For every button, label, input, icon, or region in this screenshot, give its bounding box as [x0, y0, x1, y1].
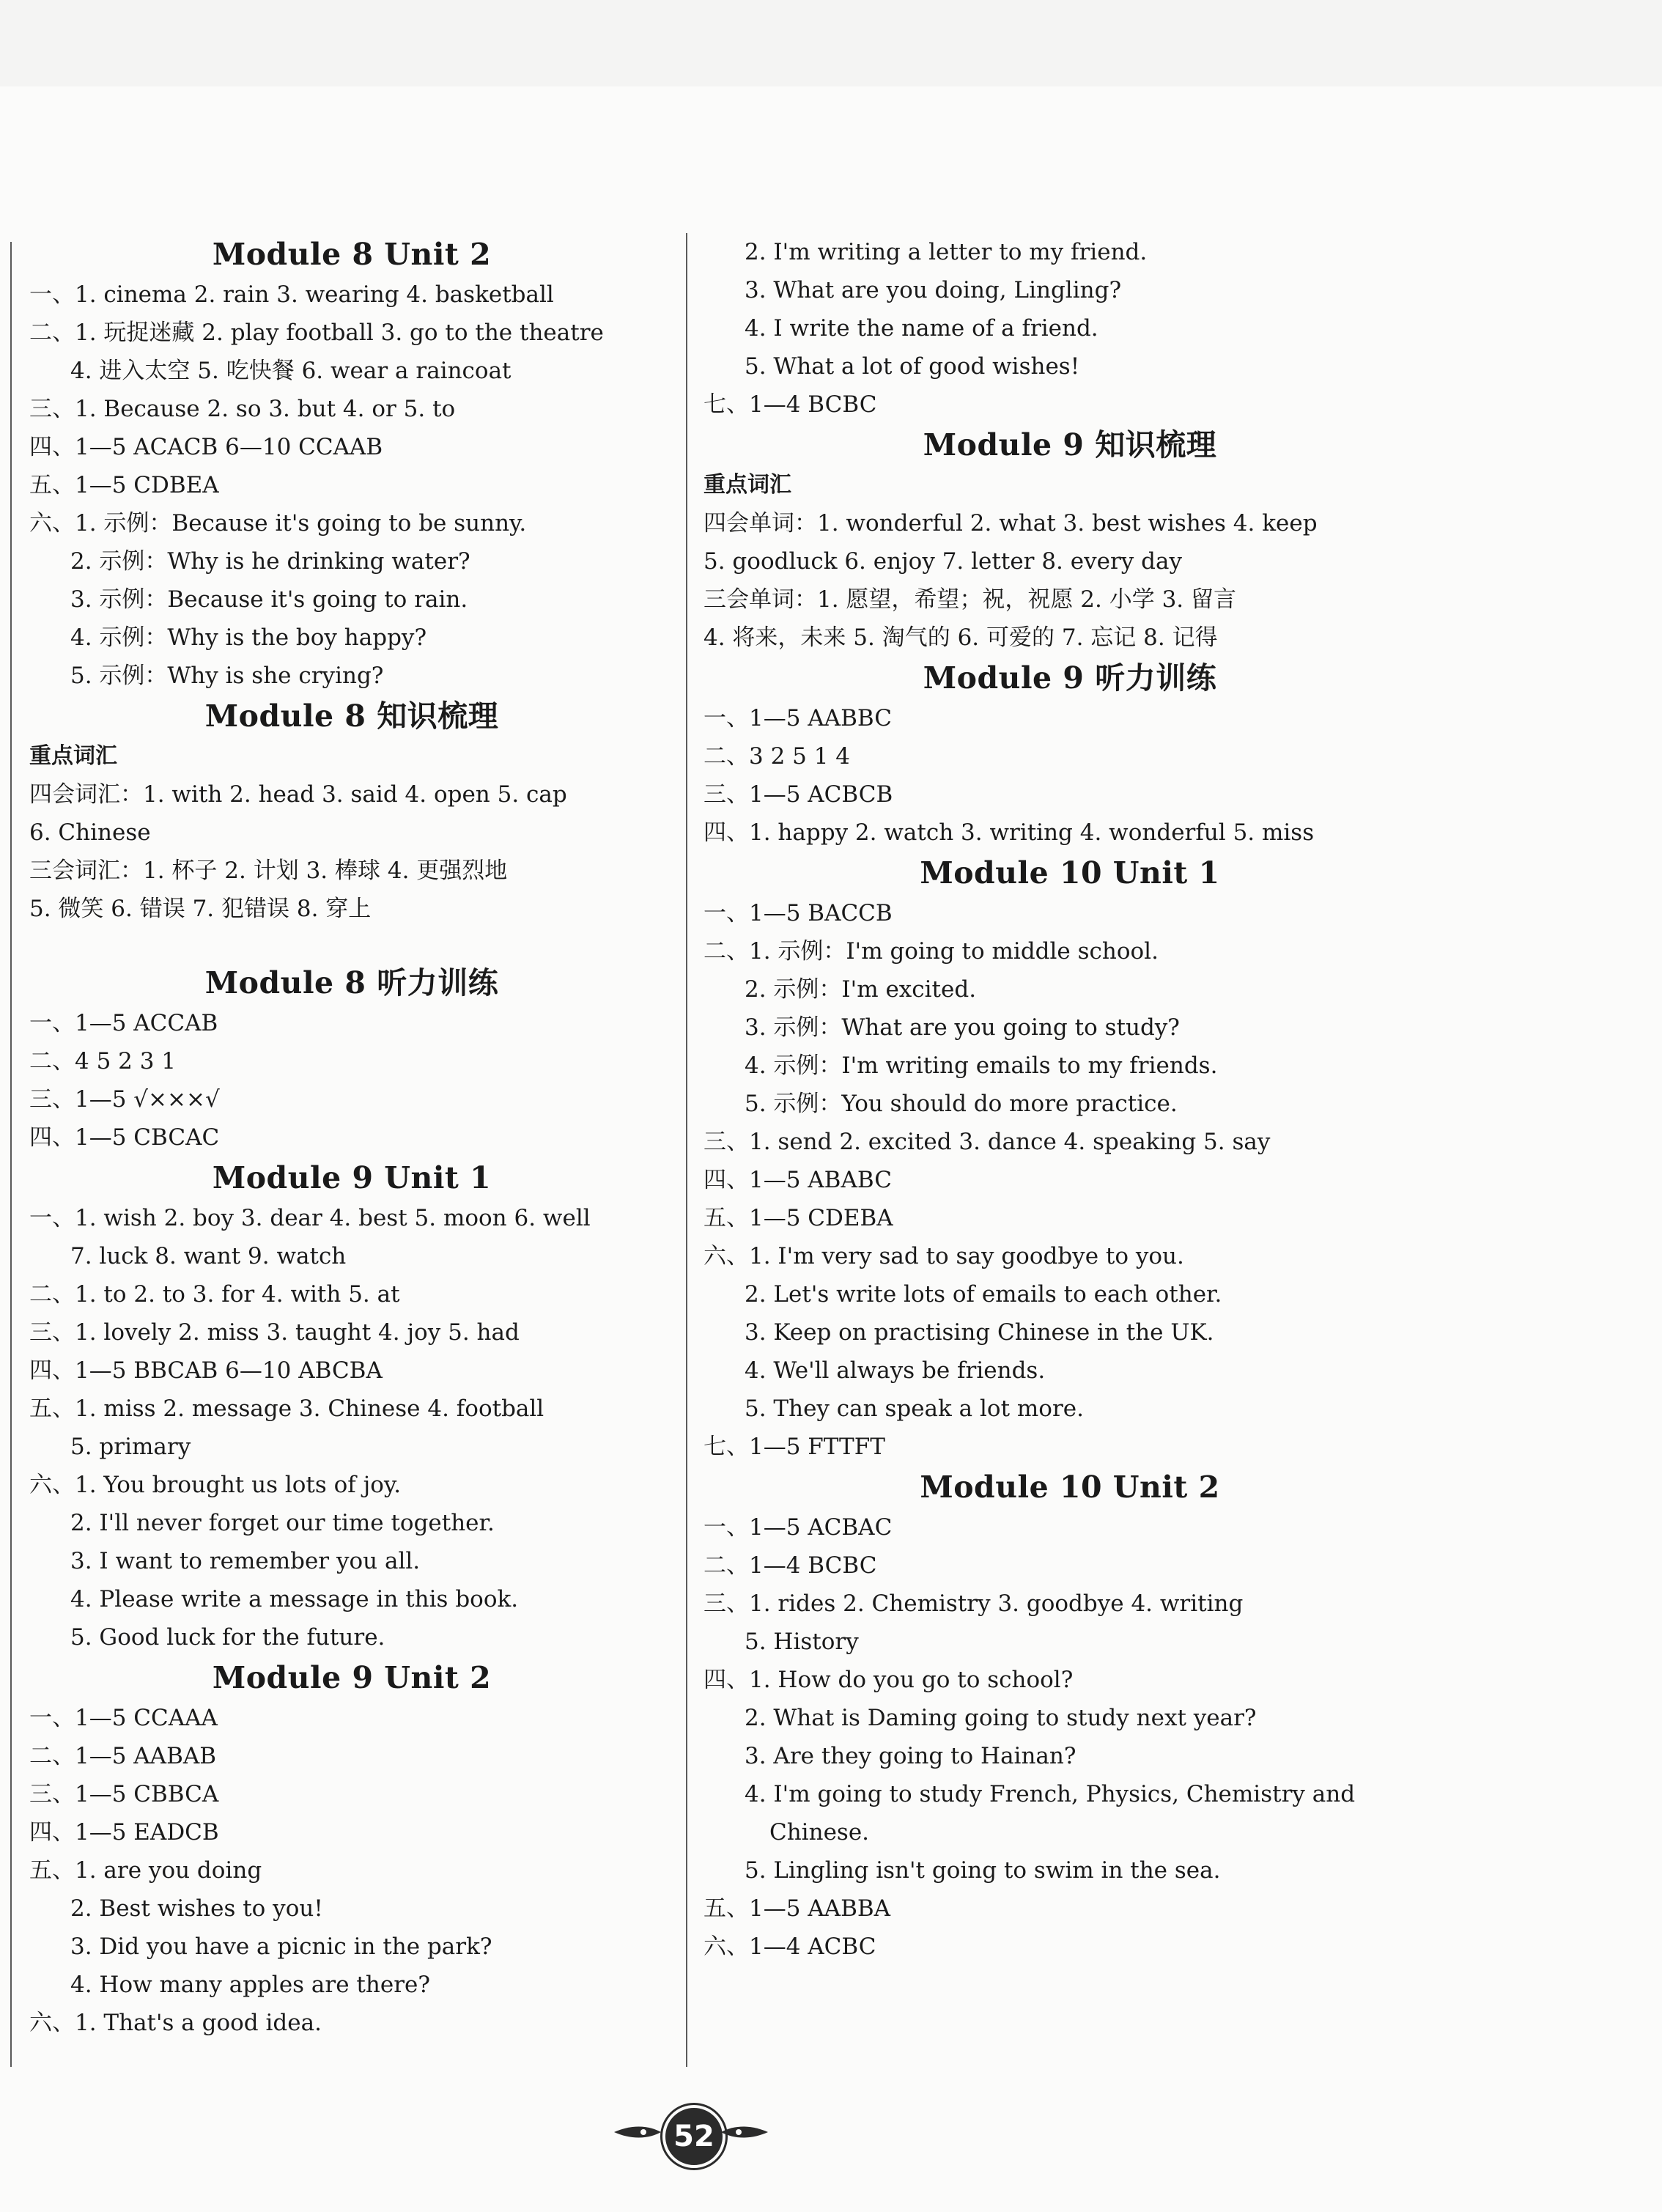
answer-line: 2. 示例：I'm excited. [745, 976, 977, 1003]
section-heading: Module 10 Unit 1 [920, 855, 1220, 891]
left-margin-rule [10, 242, 12, 2067]
section-heading: Module 8 Unit 2 [212, 237, 492, 272]
answer-line: 5. 微笑 6. 错误 7. 犯错误 8. 穿上 [29, 896, 372, 922]
answer-line: 2. I'm writing a letter to my friend. [745, 239, 1148, 265]
answer-line: 六、1. You brought us lots of joy. [29, 1472, 402, 1498]
answer-line: 四、1. happy 2. watch 3. writing 4. wonderful 5. miss [703, 819, 1315, 846]
answer-line: 3. Are they going to Hainan? [745, 1743, 1076, 1769]
answer-line: 4. 将来，未来 5. 淘气的 6. 可爱的 7. 忘记 8. 记得 [703, 624, 1218, 651]
answer-line: 一、1—5 ACCAB [29, 1010, 218, 1036]
answer-line: 一、1—5 BACCB [703, 900, 893, 926]
answer-line: 5. 示例：Why is she crying? [70, 663, 384, 689]
answer-line: 三会词汇：1. 杯子 2. 计划 3. 棒球 4. 更强烈地 [29, 858, 508, 884]
answer-line: 3. Did you have a picnic in the park? [70, 1933, 492, 1960]
top-margin [0, 0, 1662, 86]
answer-line: 4. Please write a message in this book. [70, 1586, 519, 1612]
answer-line: 2. I'll never forget our time together. [70, 1510, 495, 1536]
answer-line: 五、1—5 CDEBA [703, 1205, 893, 1231]
answer-line: 二、1. 玩捉迷藏 2. play football 3. go to the theatre [29, 320, 604, 346]
answer-line: 二、1—5 AABAB [29, 1743, 217, 1769]
answer-line: Chinese. [769, 1819, 870, 1846]
page-number-badge [614, 2096, 768, 2169]
answer-line: 2. Let's write lots of emails to each other. [745, 1281, 1222, 1308]
answer-line: 三、1. rides 2. Chemistry 3. goodbye 4. writing [703, 1590, 1244, 1617]
answer-line: 一、1—5 AABBC [703, 705, 892, 731]
answer-line: 二、3 2 5 1 4 [703, 743, 851, 770]
right-ornament-icon [721, 2124, 768, 2140]
answer-line: 三、1—5 √×××√ [29, 1086, 220, 1113]
answer-line: 5. 示例：You should do more practice. [745, 1091, 1178, 1117]
answer-line: 三、1. Because 2. so 3. but 4. or 5. to [29, 396, 456, 422]
answer-line: 5. What a lot of good wishes! [745, 353, 1080, 380]
answer-line: 三、1. send 2. excited 3. dance 4. speaking 5. say [703, 1129, 1271, 1155]
left-ornament-icon [614, 2124, 661, 2140]
answer-line: 七、1—4 BCBC [703, 391, 877, 418]
answer-line: 五、1—5 CDBEA [29, 472, 219, 498]
answer-line: 四、1—5 EADCB [29, 1819, 219, 1846]
answer-line: 六、1. That's a good idea. [29, 2010, 322, 2036]
answer-line: 3. Keep on practising Chinese in the UK. [745, 1319, 1214, 1346]
section-heading: Module 10 Unit 2 [920, 1470, 1220, 1505]
answer-line: 六、1. 示例：Because it's going to be sunny. [29, 510, 527, 537]
answer-line: 4. I write the name of a friend. [745, 315, 1098, 342]
answer-line: 5. Good luck for the future. [70, 1624, 385, 1651]
answer-line: 四、1—5 BBCAB 6—10 ABCBA [29, 1357, 383, 1384]
answer-line: 二、1—4 BCBC [703, 1552, 877, 1579]
answer-line: 6. Chinese [29, 819, 151, 846]
answer-line: 4. 进入太空 5. 吃快餐 6. wear a raincoat [70, 358, 511, 384]
answer-line: 六、1. I'm very sad to say goodbye to you. [703, 1243, 1184, 1269]
subsection-label: 重点词汇 [29, 743, 117, 769]
left-column [29, 233, 674, 2042]
answer-line: 3. I want to remember you all. [70, 1548, 421, 1574]
answer-line: 5. Lingling isn't going to swim in the sea. [745, 1857, 1221, 1884]
right-column [703, 233, 1436, 1966]
answer-line: 四会单词：1. wonderful 2. what 3. best wishes 4. keep [703, 510, 1318, 537]
answer-line: 三会单词：1. 愿望，希望；祝，祝愿 2. 小学 3. 留言 [703, 586, 1236, 613]
answer-line: 2. 示例：Why is he drinking water? [70, 548, 470, 575]
answer-line: 二、1. 示例：I'm going to middle school. [703, 938, 1159, 965]
answer-line: 5. History [745, 1629, 859, 1655]
answer-line: 4. How many apples are there? [70, 1972, 430, 1998]
answer-line: 四、1—5 ABABC [703, 1167, 892, 1193]
answer-line: 五、1. miss 2. message 3. Chinese 4. football [29, 1396, 544, 1422]
answer-line: 4. We'll always be friends. [745, 1357, 1046, 1384]
answer-line: 4. I'm going to study French, Physics, Chemistry and [745, 1781, 1356, 1807]
answer-line: 三、1—5 ACBCB [703, 781, 893, 808]
answer-line: 一、1. cinema 2. rain 3. wearing 4. basketball [29, 281, 554, 308]
answer-line: 一、1—5 ACBAC [703, 1514, 893, 1541]
answer-line: 七、1—5 FTTFT [703, 1434, 885, 1460]
column-divider [686, 233, 687, 2067]
answer-line: 一、1. wish 2. boy 3. dear 4. best 5. moon 6. well [29, 1205, 591, 1231]
answer-line: 二、4 5 2 3 1 [29, 1048, 177, 1074]
page-number: 52 [673, 2120, 714, 2153]
section-heading: Module 8 知识梳理 [204, 698, 499, 734]
answer-line: 3. What are you doing, Lingling? [745, 277, 1122, 303]
answer-line: 2. What is Daming going to study next year? [745, 1705, 1257, 1731]
answer-line: 5. primary [70, 1434, 191, 1460]
spacer [29, 928, 674, 962]
answer-line: 四、1—5 CBCAC [29, 1124, 220, 1151]
answer-line: 六、1—4 ACBC [703, 1933, 876, 1960]
section-heading: Module 9 Unit 1 [212, 1160, 492, 1195]
answer-line: 5. They can speak a lot more. [745, 1396, 1084, 1422]
answer-line: 五、1. are you doing [29, 1857, 262, 1884]
answer-line: 4. 示例：I'm writing emails to my friends. [745, 1052, 1218, 1079]
answer-line: 一、1—5 CCAAA [29, 1705, 218, 1731]
answer-line: 三、1—5 CBBCA [29, 1781, 219, 1807]
answer-line: 7. luck 8. want 9. watch [70, 1243, 347, 1269]
answer-line: 四会词汇：1. with 2. head 3. said 4. open 5. cap [29, 781, 567, 808]
answer-line: 3. 示例：Because it's going to rain. [70, 586, 468, 613]
subsection-label: 重点词汇 [703, 472, 791, 498]
answer-line: 2. Best wishes to you! [70, 1895, 323, 1922]
section-heading: Module 9 知识梳理 [923, 427, 1217, 462]
answer-line: 3. 示例：What are you going to study? [745, 1014, 1180, 1041]
section-heading: Module 9 Unit 2 [212, 1660, 492, 1695]
answer-line: 四、1. How do you go to school? [703, 1667, 1074, 1693]
section-heading: Module 9 听力训练 [923, 660, 1217, 696]
answer-line: 5. goodluck 6. enjoy 7. letter 8. every day [703, 548, 1182, 575]
answer-line: 五、1—5 AABBA [703, 1895, 891, 1922]
answer-line: 4. 示例：Why is the boy happy? [70, 624, 427, 651]
answer-line: 二、1. to 2. to 3. for 4. with 5. at [29, 1281, 400, 1308]
answer-line: 四、1—5 ACACB 6—10 CCAAB [29, 434, 383, 460]
answer-line: 三、1. lovely 2. miss 3. taught 4. joy 5. had [29, 1319, 520, 1346]
section-heading: Module 8 听力训练 [204, 965, 499, 1000]
